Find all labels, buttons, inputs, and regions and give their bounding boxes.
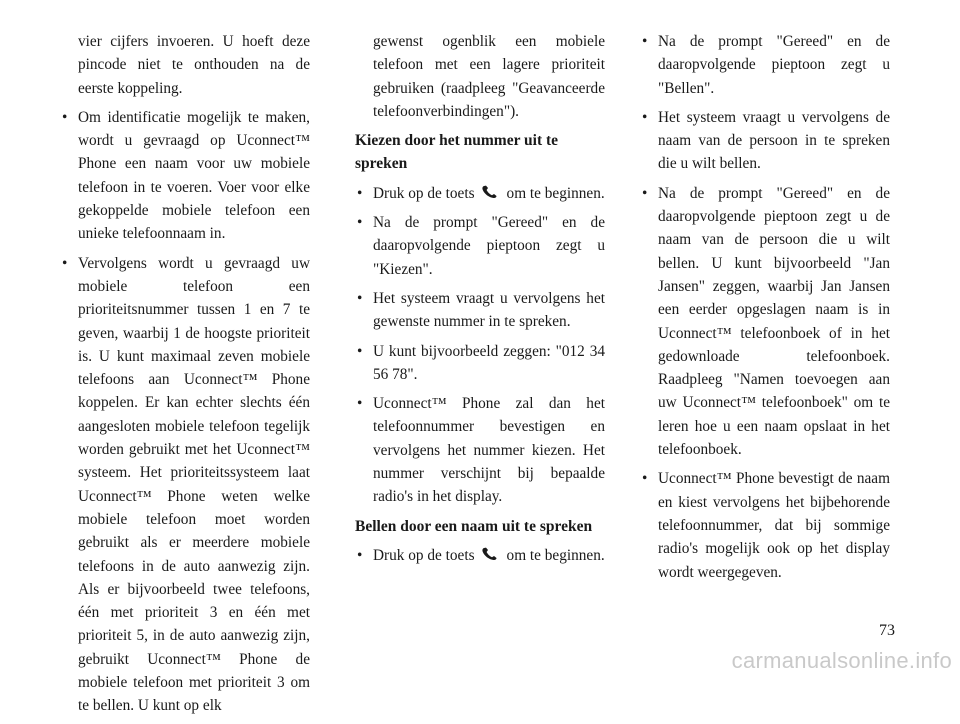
page-number: 73 bbox=[879, 622, 895, 639]
list-item: • Het systeem vraagt u vervolgens de naam van de persoon in te spreken die u wilt bellen. bbox=[640, 106, 890, 176]
column-middle bbox=[355, 30, 605, 573]
press-text: Druk op de toets bbox=[373, 184, 475, 202]
phone-handset-icon bbox=[481, 183, 501, 197]
list-item: • Om identificatie mogelijk te maken, wordt u gevraagd op Uconnect™ Phone een naam voor uw mobiele telefoon in te voeren. Voer voor elke gekoppelde mobiele telefoon een unieke telefoonnaam in. bbox=[60, 106, 310, 246]
list-item: • Na de prompt "Gereed" en de daaropvolgende pieptoon zegt u "Kiezen". bbox=[355, 211, 605, 281]
list-item: • U kunt bijvoorbeeld zeggen: "012 34 56 78". bbox=[355, 340, 605, 387]
continued-paragraph: vier cijfers invoeren. U hoeft deze pincode niet te onthouden na de eerste koppeling. bbox=[78, 33, 310, 97]
bullet-list bbox=[640, 30, 890, 584]
press-text: Druk op de toets bbox=[373, 546, 475, 564]
column-left bbox=[60, 30, 310, 724]
list-item-press-phone bbox=[355, 182, 605, 205]
list-item-press-phone bbox=[355, 544, 605, 567]
list-item: • Uconnect™ Phone bevestigt de naam en kiest vervolgens het bijbehorende telefoonnummer, dat bij sommige radio's mogelijk ook op het display wordt weergegeven. bbox=[640, 467, 890, 583]
list-item: • Het systeem vraagt u vervolgens het gewenste nummer in te spreken. bbox=[355, 287, 605, 334]
phone-handset-icon bbox=[481, 545, 501, 559]
press-text-after: om te beginnen. bbox=[506, 546, 605, 564]
bullet-list bbox=[355, 182, 605, 509]
list-item: • Na de prompt "Gereed" en de daaropvolgende pieptoon zegt u "Bellen". bbox=[640, 30, 890, 100]
section-heading-dial-by-name: Bellen door een naam uit te spreken bbox=[355, 517, 593, 535]
watermark: carmanualsonline.info bbox=[731, 648, 952, 673]
press-text-after: om te beginnen. bbox=[506, 184, 605, 202]
list-item: • Vervolgens wordt u gevraagd uw mobiele telefoon een prioriteitsnummer tussen 1 en 7 te geven, waarbij 1 de hoogste prioriteit is. U kunt maximaal zeven mobiele telefoons aan Uconnect™ Phone koppelen. Er kan echter slechts één aangesloten mobiele telefoon tegelijk worden gebruikt met het Uconnect™ systeem. Het prioriteitssysteem laat Uconnect™ Phone weten welke mobiele telefoon moet worden gebruikt als er meerdere mobiele telefoons in de auto aanwezig zijn. Als er bijvoorbeeld twee telefoons, één met prioriteit 3 en één met prioriteit 5, in de auto aanwezig zijn, gebruikt Uconnect™ Phone de mobiele telefoon met prioriteit 3 om te bellen. U kunt op elk bbox=[60, 252, 310, 718]
list-item: • Na de prompt "Gereed" en de daaropvolgende pieptoon zegt u de naam van de persoon die u wilt bellen. U kunt bijvoorbeeld "Jan Jansen" zeggen, waarbij Jan Jansen een eerder opgeslagen naam is in Uconnect™ telefoonboek of in het gedownloade telefoonboek. Raadpleeg "Namen toevoegen aan uw Uconnect™ telefoonboek" om te leren hoe u een naam opslaat in het telefoonboek. bbox=[640, 182, 890, 462]
list-item: • Uconnect™ Phone zal dan het telefoonnummer bevestigen en vervolgens het nummer kiezen. Het nummer verschijnt bij bepaalde radio's in het display. bbox=[355, 392, 605, 508]
bullet-list bbox=[355, 544, 605, 567]
section-heading-dial-by-number: Kiezen door het nummer uit te spreken bbox=[355, 132, 559, 173]
column-right bbox=[640, 30, 890, 590]
continued-paragraph: gewenst ogenblik een mobiele telefoon met een lagere prioriteit gebruiken (raadpleeg "Geavanceerde telefoonverbindingen"). bbox=[373, 33, 605, 120]
bullet-list bbox=[60, 106, 310, 718]
